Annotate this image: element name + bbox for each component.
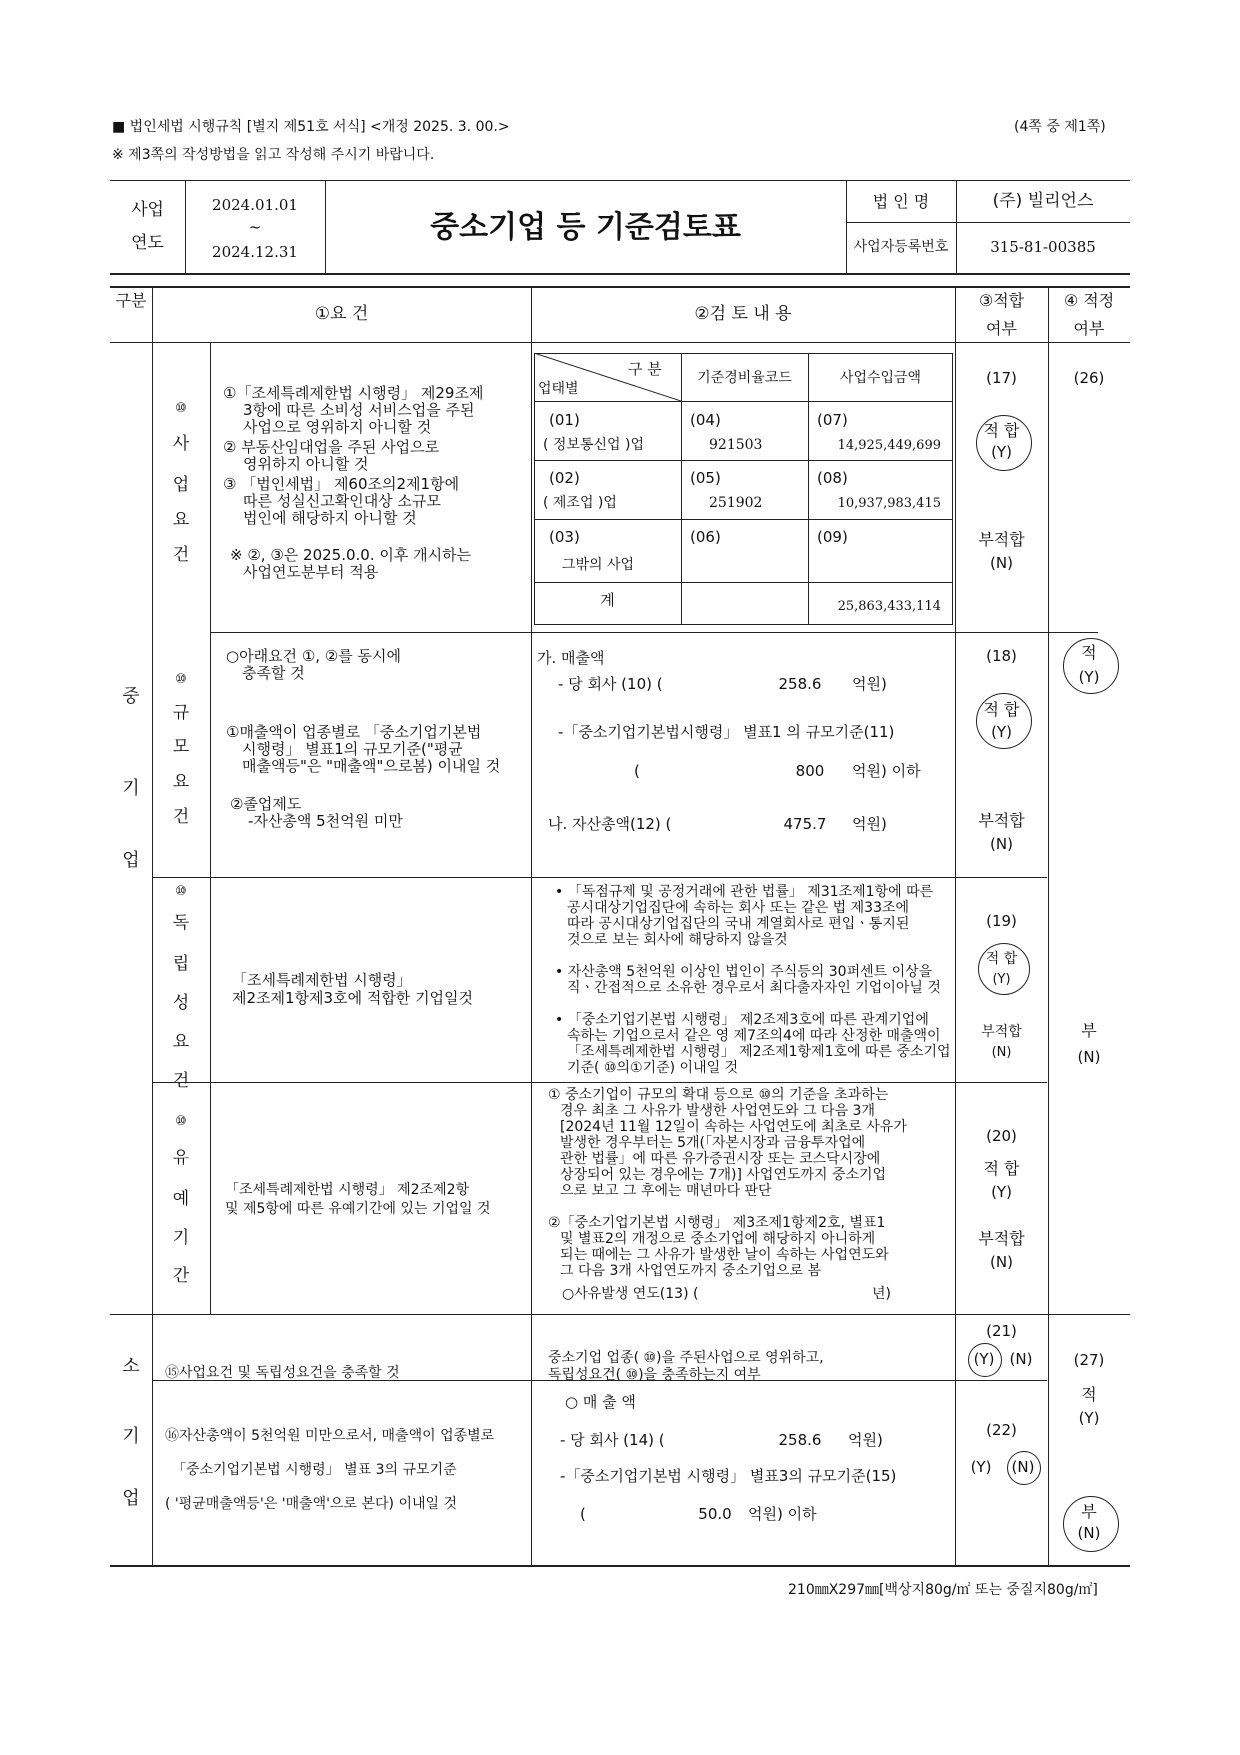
r101-label: 업 xyxy=(172,475,190,495)
fit-n: (N) xyxy=(1011,1458,1035,1476)
fit-y: (Y) xyxy=(992,972,1011,987)
r106-value: 258.6 xyxy=(778,1431,822,1449)
r106-text: ⑯자산총액이 5천억원 미만으로서, 매출액이 업종별로 xyxy=(165,1428,495,1444)
r101-text: ③ 「법인세법」 제60조의2제1항에 xyxy=(223,475,460,493)
r106-review: ○ 매 출 액 xyxy=(565,1393,636,1411)
r104-review: 되는 때에는 그 사유가 발생한 날이 속하는 사업연도와 xyxy=(560,1247,889,1263)
notice-text: ※ 제3쪽의 작성방법을 읽고 작성해 주시기 바랍니다. xyxy=(112,147,435,163)
r102-number: ⑩ xyxy=(175,672,187,687)
section-divider xyxy=(110,1314,1130,1315)
bt-header-amount: 사업수입금액 xyxy=(839,370,922,386)
r104-review: 그 다음 3개 사업연도까지 중소기업으로 봄 xyxy=(560,1263,822,1279)
r106-text: ( '평균매출액등'은 '매출액'으로 본다) 이내일 것 xyxy=(165,1496,458,1512)
r102-review: 가. 매출액 xyxy=(537,649,605,667)
col-line xyxy=(1048,286,1049,1565)
r104-text: 및 제5항에 따른 유예기간에 있는 기업일 것 xyxy=(225,1201,491,1217)
proper-n: (N) xyxy=(1077,1048,1101,1066)
bt-num: (06) xyxy=(690,528,721,546)
paper-spec: 210㎜X297㎜[백상지80g/㎡ 또는 중질지80g/㎡] xyxy=(788,1582,1098,1598)
r102-label: 건 xyxy=(172,807,190,827)
top-block-bottom xyxy=(110,273,1130,275)
r101-text: 영위하지 아니할 것 xyxy=(243,455,369,473)
r102-text: ②졸업제도 xyxy=(230,795,302,813)
r103-text: 제2조제1항제3호에 적합한 기업일것 xyxy=(232,989,474,1007)
row-divider xyxy=(152,1082,1047,1083)
fit-y: (Y) xyxy=(991,443,1012,461)
fit-number: (18) xyxy=(986,647,1017,665)
row-divider xyxy=(210,632,1098,633)
bt-line xyxy=(808,353,809,625)
bt-line xyxy=(534,460,953,461)
bt-business-name: ( 제조업 )업 xyxy=(543,495,617,511)
r103-review: 것으로 보는 회사에 해당하지 않을것 xyxy=(567,932,788,948)
bt-num: (03) xyxy=(549,528,580,546)
proper-header: 여부 xyxy=(1073,319,1105,338)
col-line xyxy=(210,342,211,1314)
col-line xyxy=(531,286,532,1565)
r102-text: -자산총액 5천억원 미만 xyxy=(248,812,403,830)
r101-number: ⑩ xyxy=(175,401,187,416)
r104-label: 예 xyxy=(172,1189,190,1209)
r104-review: 발생한 경우부터는 5개(「자본시장과 금융투자업에 xyxy=(560,1135,866,1151)
r101-text: 사업으로 영위하지 아니할 것 xyxy=(243,418,432,436)
review-header: ②검 토 내 용 xyxy=(694,304,792,324)
r104-event-end: 년) xyxy=(872,1286,891,1302)
fit-number: (20) xyxy=(986,1127,1017,1145)
proper-n: (N) xyxy=(1077,1524,1101,1542)
r101-label: 사 xyxy=(172,434,190,454)
proper-no: 부 xyxy=(1081,1021,1097,1040)
corp-name-label: 법 인 명 xyxy=(872,192,930,211)
r105-text: ⑮사업요건 및 독립성요건을 충족할 것 xyxy=(165,1365,400,1381)
r104-review: 으로 보고 그 후에는 매년마다 판단 xyxy=(560,1183,772,1199)
r104-review: 경우 최초 그 사유가 발생한 사업연도와 그 다음 3개 xyxy=(560,1103,875,1119)
r102-text: 매출액등"은 "매출액"으로봄) 이내일 것 xyxy=(242,757,501,775)
r104-event: ○사유발생 연도(13) ( xyxy=(562,1286,699,1302)
r102-review: 나. 자산총액(12) ( xyxy=(548,815,672,833)
r102-text: ○아래요건 ①, ②를 동시에 xyxy=(226,647,401,665)
table-bottom-border xyxy=(110,1565,1130,1567)
proper-header: ④ 적정 xyxy=(1063,291,1115,310)
r103-label: 립 xyxy=(172,954,190,974)
page-info: (4쪽 중 제1쪽) xyxy=(1014,119,1106,135)
r104-label: 유 xyxy=(172,1148,190,1168)
bt-line xyxy=(534,582,953,583)
row-divider xyxy=(152,877,1047,878)
bt-num: (07) xyxy=(817,411,848,429)
bt-num: (08) xyxy=(817,469,848,487)
fit-n: (N) xyxy=(1009,1350,1033,1368)
bt-code: 921503 xyxy=(709,437,763,453)
reg-no: 315-81-00385 xyxy=(990,238,1096,256)
fit-yes: 적 합 xyxy=(983,700,1020,719)
r104-review: 상장되어 있는 경우에는 7개)] 사업연도까지 중소기업 xyxy=(560,1167,887,1183)
bt-amount: 14,925,449,699 xyxy=(837,438,941,453)
top-border xyxy=(110,180,1130,181)
r103-text: 「조세특례제한법 시행령」 xyxy=(232,971,412,989)
bt-num: (01) xyxy=(549,411,580,429)
r102-value: 800 xyxy=(795,762,825,780)
side-label-sme: 중 xyxy=(122,686,140,707)
bt-business-name: 그밖의 사업 xyxy=(562,557,635,573)
corp-name: (주) 빌리언스 xyxy=(992,191,1094,211)
r102-value: 475.7 xyxy=(783,815,827,833)
proper-number: (27) xyxy=(1073,1351,1105,1369)
divider xyxy=(846,222,1130,223)
fit-n: (N) xyxy=(990,835,1013,853)
fit-yes: 적 합 xyxy=(983,421,1020,440)
r106-unit: 억원) 이하 xyxy=(748,1505,817,1523)
r104-review: ②「중소기업기본법 시행령」 제3조제1항제2호, 별표1 xyxy=(548,1215,886,1231)
gubun-text: 구분 xyxy=(115,291,147,310)
r106-review: - 당 회사 (14) ( xyxy=(560,1431,665,1449)
bt-line xyxy=(534,519,953,520)
bt-line xyxy=(534,401,953,402)
bt-amount: 10,937,983,415 xyxy=(837,496,941,511)
r106-review: -「중소기업기본법 시행령」 별표3의 규모기준(15) xyxy=(560,1467,897,1485)
fit-y: (Y) xyxy=(973,1350,995,1368)
r102-text: ①매출액이 업종별로 「중소기업기본법 xyxy=(226,723,482,741)
r102-paren: ( xyxy=(634,762,640,780)
r103-label: 건 xyxy=(172,1071,190,1091)
fiscal-date-to: 2024.12.31 xyxy=(212,243,298,261)
fit-no: 부적합 xyxy=(978,530,1025,549)
fit-y: (Y) xyxy=(970,1458,992,1476)
bt-line xyxy=(681,353,682,625)
fit-yes: 적 합 xyxy=(985,951,1018,967)
fit-number: (21) xyxy=(986,1322,1017,1340)
bt-total-label: 계 xyxy=(600,591,615,609)
side-label-sme: 기 xyxy=(122,778,140,799)
r101-note: 사업연도분부터 적용 xyxy=(243,563,379,581)
bt-corner-bottom: 업태별 xyxy=(538,381,579,397)
r104-label: 간 xyxy=(172,1266,190,1286)
r105-review: 독립성요건( ⑩)을 충족하는지 여부 xyxy=(548,1367,761,1383)
fit-header: ③적합 xyxy=(978,291,1025,310)
fit-number: (19) xyxy=(986,912,1017,930)
r102-label: 모 xyxy=(172,737,190,757)
r102-label: 요 xyxy=(172,772,190,792)
proper-no: 부 xyxy=(1081,1502,1097,1521)
r103-review: 따라 공시대상기업집단의 국내 계열회사로 편입ㆍ통지된 xyxy=(567,916,910,932)
fit-y: (Y) xyxy=(991,723,1012,741)
page-title: 중소기업 등 기준검토표 xyxy=(430,210,741,245)
side-label-small: 소 xyxy=(122,1356,140,1377)
fiscal-year-label: 연도 xyxy=(131,233,164,253)
fiscal-year-label: 사업 xyxy=(131,200,164,220)
gubun-header xyxy=(110,292,152,309)
bt-num: (04) xyxy=(690,411,721,429)
bt-code: 251902 xyxy=(709,495,763,511)
fit-header: 여부 xyxy=(986,319,1017,338)
proper-yes: 적 xyxy=(1081,1385,1097,1404)
bt-num: (02) xyxy=(549,469,580,487)
bt-num: (09) xyxy=(817,528,848,546)
r101-text: 따른 성실신고확인대상 소규모 xyxy=(243,492,441,510)
proper-y: (Y) xyxy=(1078,668,1100,686)
fit-number: (22) xyxy=(986,1421,1017,1439)
r101-text: 법인에 해당하지 아니할 것 xyxy=(243,509,417,527)
r103-review: • 「중소기업기본법 시행령」 제2조제3호에 따른 관계기업에 xyxy=(555,1012,929,1028)
r101-label: 건 xyxy=(172,545,190,565)
r106-paren: ( xyxy=(580,1505,586,1523)
fit-n: (N) xyxy=(990,554,1013,572)
fit-n: (N) xyxy=(990,1253,1013,1271)
fit-no: 부적합 xyxy=(981,1024,1022,1040)
side-label-small: 기 xyxy=(122,1426,140,1447)
r103-review: 「조세특례제한법 시행령」 제2조제1항제1호에 따른 중소기업 xyxy=(567,1044,951,1060)
r103-review: 직ㆍ간접적으로 소유한 경우로서 최다출자자인 기업이아닐 것 xyxy=(567,980,941,996)
r101-text: 3항에 따른 소비성 서비스업을 주된 xyxy=(243,401,475,419)
proper-yes: 적 xyxy=(1081,643,1097,662)
r104-review: [2024년 11월 12일이 속하는 사업연도에 최초로 사유가 xyxy=(560,1119,907,1135)
r102-unit: 억원) xyxy=(852,815,887,833)
r102-text: 충족할 것 xyxy=(242,664,305,682)
r102-value: 258.6 xyxy=(778,675,822,693)
r101-text: ①「조세특례제한법 시행령」 제29조제 xyxy=(223,384,484,402)
r103-number: ⑩ xyxy=(175,884,187,899)
r102-review: -「중소기업기본법시행령」 별표1 의 규모기준(11) xyxy=(558,723,895,741)
r103-label: 성 xyxy=(172,993,190,1013)
r103-review: 속하는 기업으로서 같은 영 제7조의4에 따라 산정한 매출액이 xyxy=(567,1028,941,1044)
r101-text: ② 부동산임대업을 주된 사업으로 xyxy=(223,438,440,456)
bt-num: (05) xyxy=(690,469,721,487)
r104-review: ① 중소기업이 규모의 확대 등으로 ⑩의 기준을 초과하는 xyxy=(548,1087,889,1103)
requirement-header: ①요 건 xyxy=(314,304,369,324)
r101-label: 요 xyxy=(172,510,190,530)
reg-no-label: 사업자등록번호 xyxy=(853,239,949,255)
fit-yes: 적 합 xyxy=(983,1159,1020,1178)
bt-business-name: ( 정보통신업 )업 xyxy=(543,437,644,453)
r106-value: 50.0 xyxy=(698,1505,732,1523)
bt-total-amount: 25,863,433,114 xyxy=(837,599,941,614)
header-row-bottom xyxy=(110,342,1130,343)
r105-review: 중소기업 업종( ⑩)을 주된사업으로 영위하고, xyxy=(548,1350,824,1366)
fiscal-tilde: ~ xyxy=(248,218,262,236)
r103-label: 요 xyxy=(172,1032,190,1052)
r102-label: 규 xyxy=(172,703,190,723)
fiscal-date-from: 2024.01.01 xyxy=(212,196,298,214)
fit-number: (17) xyxy=(986,369,1017,387)
r103-label: 독 xyxy=(172,913,190,933)
r103-review: 공시대상기업집단에 속하는 회사 또는 같은 법 제33조에 xyxy=(567,900,910,916)
bt-corner-top: 구 분 xyxy=(628,360,662,378)
side-label-small: 업 xyxy=(122,1488,140,1509)
r102-unit: 억원) 이하 xyxy=(852,762,921,780)
r104-review: 관한 법률」에 따른 유가증권시장 또는 코스닥시장에 xyxy=(560,1151,881,1167)
bt-header-code: 기준경비율코드 xyxy=(697,370,792,386)
fit-no: 부적합 xyxy=(978,811,1025,830)
r103-review: • 「독점규제 및 공정거래에 관한 법률」 제31조제1항에 따른 xyxy=(555,884,934,900)
r103-review: • 자산총액 5천억원 이상인 법인이 주식등의 30퍼센트 이상을 xyxy=(555,964,933,980)
fit-n: (N) xyxy=(991,1045,1012,1060)
r101-note: ※ ②, ③은 2025.0.0. 이후 개시하는 xyxy=(230,546,472,564)
r106-text: 「중소기업기본법 시행령」 별표 3의 규모기준 xyxy=(172,1462,457,1478)
r103-review: 기준( ⑩의①기준) 이내일 것 xyxy=(567,1060,739,1076)
r104-review: 및 별표2의 개정으로 중소기업에 해당하지 아니하게 xyxy=(560,1231,876,1247)
r106-unit: 억원) xyxy=(848,1431,883,1449)
table-top-border xyxy=(110,286,1130,288)
fit-no: 부적합 xyxy=(978,1229,1025,1248)
r102-review: - 당 회사 (10) ( xyxy=(558,675,663,693)
r102-unit: 억원) xyxy=(852,675,887,693)
regulation-text: ■ 법인세법 시행규칙 [별지 제51호 서식] <개정 2025. 3. 00.> xyxy=(112,119,510,135)
r104-number: ⑩ xyxy=(175,1114,187,1129)
proper-number: (26) xyxy=(1073,369,1105,387)
side-label-sme: 업 xyxy=(122,850,140,871)
r104-label: 기 xyxy=(172,1228,190,1248)
r104-text: 「조세특례제한법 시행령」 제2조제2항 xyxy=(225,1182,470,1198)
r102-text: 시행령」 별표1의 규모기준("평균 xyxy=(242,740,463,758)
fit-y: (Y) xyxy=(991,1183,1012,1201)
proper-y: (Y) xyxy=(1078,1409,1100,1427)
